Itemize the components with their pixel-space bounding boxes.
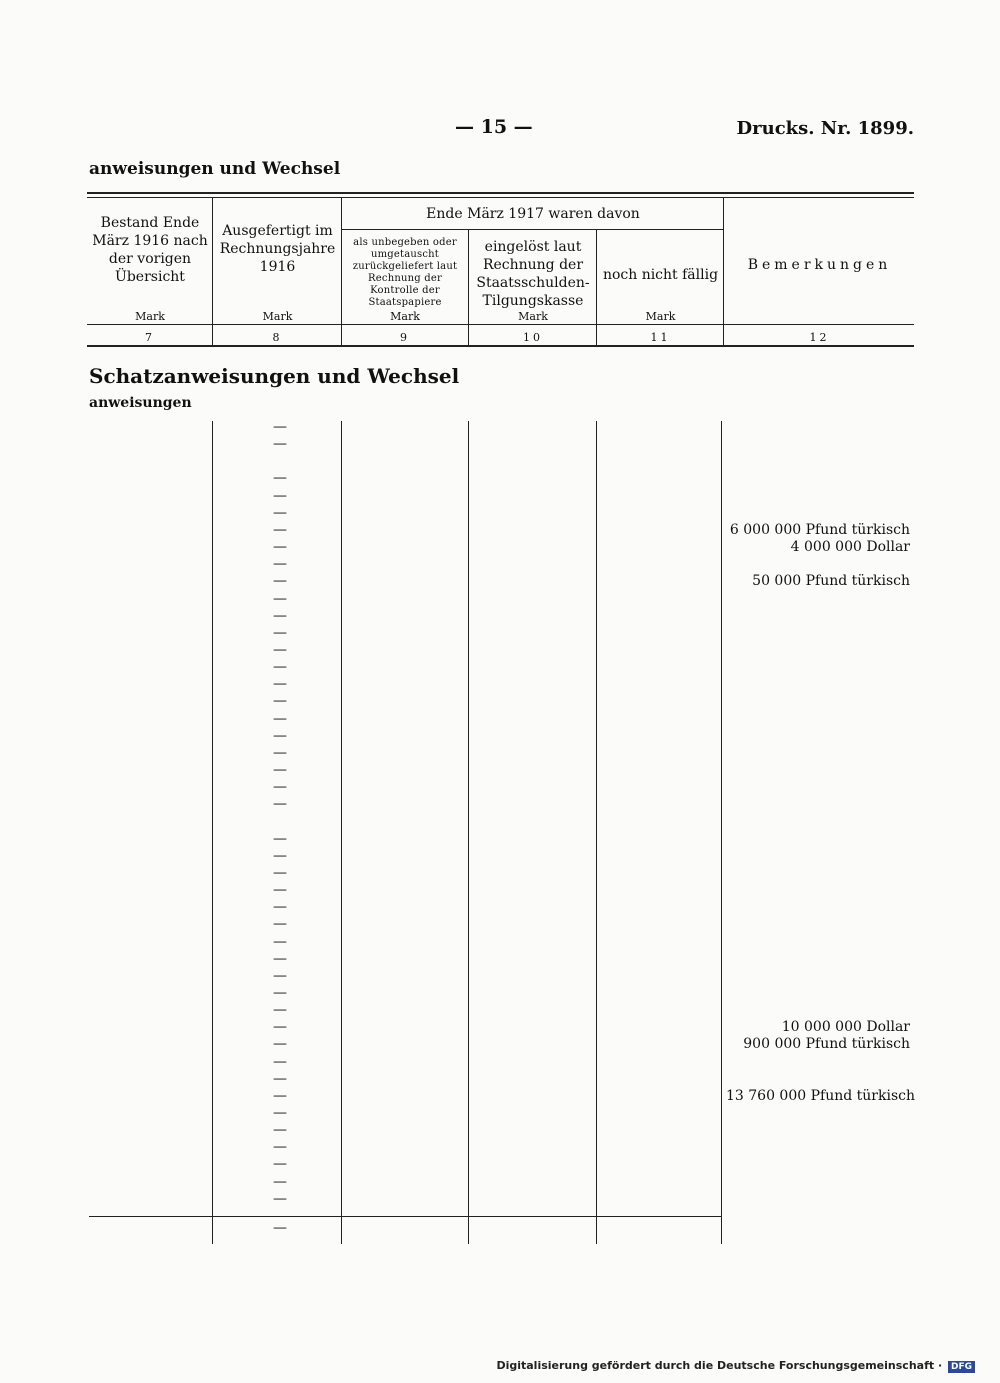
col10-number: 10 [523, 331, 543, 344]
col10-header: eingelöst laut Rechnung der Staatsschulden-Tilgungskasse [476, 239, 590, 309]
table-row-ausgefertigt-1916: — [273, 1071, 287, 1087]
col7-number: 7 [145, 331, 155, 344]
table-row-bemerkungen: 10 000 000 Dollar [781, 1019, 910, 1035]
body-vline [468, 421, 469, 1244]
table-row-ausgefertigt-1916: — [273, 539, 287, 555]
table-row-ausgefertigt-1916: — [273, 419, 287, 435]
table-row-ausgefertigt-1916: — [273, 882, 287, 898]
body-vline [341, 421, 342, 1244]
table-row-ausgefertigt-1916: — [273, 1088, 287, 1104]
col10-unit: Mark [518, 310, 548, 323]
table-row-ausgefertigt-1916: — [273, 1139, 287, 1155]
col7-unit: Mark [135, 310, 165, 323]
col9-number: 9 [400, 331, 410, 344]
table-row-bemerkungen: 50 000 Pfund türkisch [752, 573, 910, 589]
table-row-ausgefertigt-1916: — [273, 779, 287, 795]
body-vline [212, 421, 213, 1244]
group-header: Ende März 1917 waren davon [426, 206, 640, 222]
table-row-ausgefertigt-1916: — [273, 556, 287, 572]
col7-header: Bestand Ende März 1916 nach der vorigen Übersicht [92, 215, 208, 285]
table-row-ausgefertigt-1916: — [273, 899, 287, 915]
header-top-rule [87, 192, 914, 194]
table-row-ausgefertigt-1916: — [273, 745, 287, 761]
header-vline [723, 198, 724, 346]
table-row-ausgefertigt-1916: — [273, 985, 287, 1001]
table-row-ausgefertigt-1916: — [273, 796, 287, 812]
group-header-rule [341, 229, 724, 230]
subsection-title: anweisungen [89, 395, 192, 411]
col9-header: als unbegeben oder umgetauscht zurückgeliefert laut Rechnung der Kontrolle der Staatspapiere [352, 237, 458, 308]
table-row-ausgefertigt-1916: — [273, 676, 287, 692]
table-row-ausgefertigt-1916: — [273, 968, 287, 984]
table-row-ausgefertigt-1916: — [273, 1191, 287, 1207]
table-row-ausgefertigt-1916: — [273, 591, 287, 607]
col12-number: 12 [809, 331, 830, 344]
col8-header: Ausgefertigt im Rechnungsjahre 1916 [219, 223, 336, 275]
table-row-ausgefertigt-1916: — [273, 659, 287, 675]
header-vline [596, 230, 597, 346]
table-row-ausgefertigt-1916: — [273, 1036, 287, 1052]
table-row-ausgefertigt-1916: — [273, 436, 287, 452]
print-reference: Drucks. Nr. 1899. [736, 118, 914, 139]
table-row-ausgefertigt-1916: — [273, 916, 287, 932]
col11-unit: Mark [645, 310, 676, 323]
col11-header: noch nicht fällig [602, 267, 719, 283]
table-row-ausgefertigt-1916: — [273, 1122, 287, 1138]
dfg-logo-icon: DFG [948, 1361, 975, 1373]
table-row-ausgefertigt-1916: — [273, 951, 287, 967]
table-row-bemerkungen: 6 000 000 Pfund türkisch [729, 522, 910, 538]
table-row-ausgefertigt-1916: — [273, 470, 287, 486]
table-row-ausgefertigt-1916: — [273, 762, 287, 778]
table-row-ausgefertigt-1916: — [273, 1019, 287, 1035]
table-row-ausgefertigt-1916: — [273, 1002, 287, 1018]
table-row-ausgefertigt-1916: — [273, 1105, 287, 1121]
table-row-ausgefertigt-1916: — [273, 865, 287, 881]
table-row-bemerkungen: 4 000 000 Dollar [790, 539, 910, 555]
table-row-ausgefertigt-1916: — [273, 711, 287, 727]
col11-number: 11 [650, 331, 671, 344]
totals-rule [89, 1216, 721, 1217]
col8-unit: Mark [262, 310, 293, 323]
table-row-ausgefertigt-1916: — [273, 1174, 287, 1190]
footer-separator: · [937, 1359, 946, 1372]
table-row-bemerkungen: 13 760 000 Pfund türkisch [726, 1088, 915, 1104]
body-vline [596, 421, 597, 1244]
table-row-ausgefertigt-1916: — [273, 642, 287, 658]
table-row-ausgefertigt-1916: — [273, 522, 287, 538]
col12-header: Bemerkungen [747, 257, 892, 273]
body-vline [721, 421, 722, 1244]
table-row-ausgefertigt-1916: — [273, 831, 287, 847]
table-row-ausgefertigt-1916: — [273, 625, 287, 641]
page-number: — 15 — [455, 116, 533, 138]
table-row-ausgefertigt-1916: — [273, 934, 287, 950]
col9-unit: Mark [390, 310, 420, 323]
table-row-ausgefertigt-1916: — [273, 1054, 287, 1070]
header-vline [341, 198, 342, 346]
table-row-ausgefertigt-1916: — [273, 728, 287, 744]
page-subtitle: anweisungen und Wechsel [89, 159, 341, 179]
col8-number: 8 [272, 331, 283, 344]
section-title: Schatzanweisungen und Wechsel [89, 364, 460, 388]
totals-row-ausgefertigt-1916: — [273, 1220, 287, 1236]
table-row-ausgefertigt-1916: — [273, 608, 287, 624]
footer [496, 1359, 975, 1373]
table-row-ausgefertigt-1916: — [273, 488, 287, 504]
table-row-ausgefertigt-1916: — [273, 693, 287, 709]
header-vline [212, 198, 213, 346]
table-row-ausgefertigt-1916: — [273, 1156, 287, 1172]
header-vline [468, 230, 469, 346]
table-row-ausgefertigt-1916: — [273, 848, 287, 864]
footer-text: Digitalisierung gefördert durch die Deutsche Forschungsgemeinschaft [496, 1359, 935, 1372]
table-row-ausgefertigt-1916: — [273, 505, 287, 521]
table-row-bemerkungen: 900 000 Pfund türkisch [743, 1036, 910, 1052]
table-row-ausgefertigt-1916: — [273, 573, 287, 589]
